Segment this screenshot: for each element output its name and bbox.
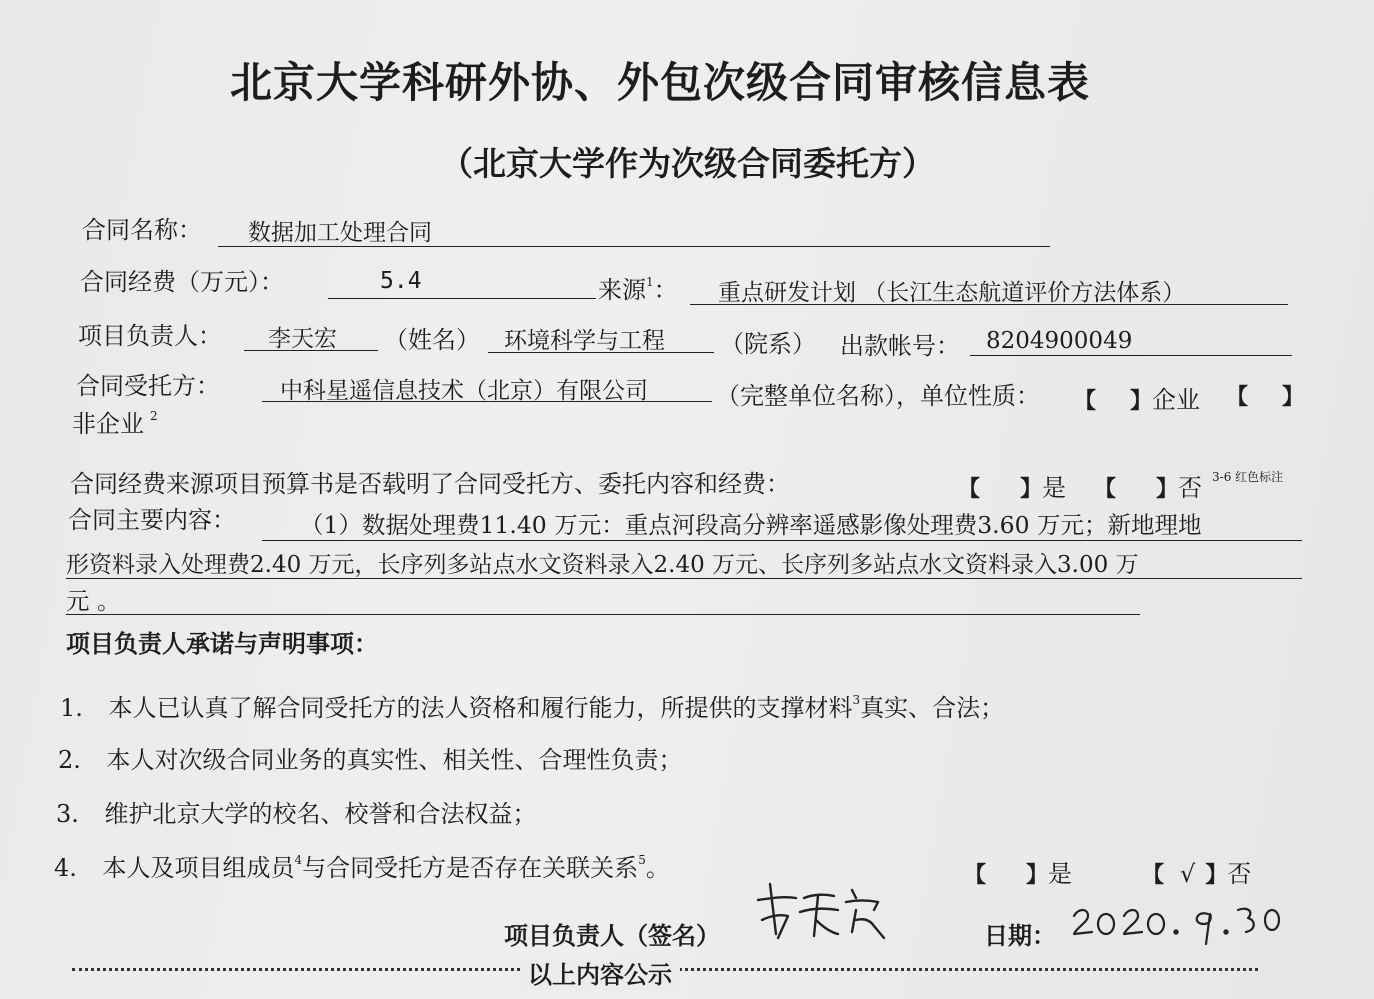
contractee-underline — [262, 401, 712, 402]
item-4-tail: 与合同受托方是否存在关联关系 — [302, 854, 639, 882]
dept-value: 环境科学与工程 — [504, 328, 665, 354]
main-content-underline-3 — [66, 614, 1140, 615]
handwritten-date — [1068, 894, 1284, 950]
q4-no-bracket-open: 【 — [1142, 863, 1165, 888]
budget-no-label: 否 — [1178, 474, 1203, 502]
declaration-item-1 — [60, 688, 1004, 723]
pi-underline — [244, 350, 378, 351]
item-1-footnote: 3 — [852, 693, 861, 707]
declaration-heading: 项目负责人承诺与声明事项： — [66, 630, 378, 658]
source-colon: ： — [653, 276, 678, 304]
item-4-text: 本人及项目组成员 — [102, 854, 295, 882]
item-4-number: 4. — [54, 854, 77, 882]
source-underline — [690, 304, 1288, 305]
item-2-text: 本人对次级合同业务的真实性、相关性、合理性负责； — [106, 746, 683, 774]
account-underline — [970, 355, 1292, 356]
date-label: 日期： — [984, 922, 1056, 950]
source-label-text: 来源 — [598, 276, 646, 304]
q4-yes-label: 是 — [1048, 860, 1073, 888]
enterprise-option — [1074, 380, 1200, 415]
q4-no-checkmark: √ — [1180, 860, 1196, 888]
item-4-footnote-2: 5 — [638, 853, 646, 867]
budget-no-bracket-open: 【 — [1094, 477, 1117, 502]
q4-yes-bracket-open: 【 — [964, 863, 987, 888]
non-enterprise-checkbox — [1226, 380, 1304, 411]
budget-no-option — [1094, 468, 1202, 503]
q4-no-bracket-close: 】 — [1205, 863, 1228, 888]
q4-yes-option — [964, 854, 1072, 889]
item-3-number: 3. — [56, 800, 79, 828]
q4-yes-bracket-close: 】 — [1026, 863, 1049, 888]
account-label: 出款帐号： — [840, 332, 960, 360]
main-content-label: 合同主要内容： — [68, 506, 236, 534]
budget-yes-label: 是 — [1042, 474, 1067, 502]
contract-name-label: 合同名称： — [82, 216, 202, 244]
contract-name-value: 数据加工处理合同 — [248, 220, 432, 246]
non-enterprise-text: 非企业 — [72, 410, 144, 438]
contractee-hint: （完整单位名称），单位性质： — [716, 382, 1040, 410]
pi-label: 项目负责人： — [78, 322, 222, 350]
contract-name-underline — [218, 246, 1050, 247]
budget-no-bracket-close: 】 — [1156, 477, 1179, 502]
main-content-line-3: 元 。 — [66, 587, 121, 615]
non-enterprise-bracket-open: 【 — [1226, 385, 1249, 410]
enterprise-bracket-open: 【 — [1074, 389, 1097, 414]
budget-yes-bracket-open: 【 — [958, 477, 981, 502]
source-value: 重点研发计划 （长江生态航道评价方法体系） — [718, 280, 1186, 306]
main-content-line-2: 形资料录入处理费2.40 万元，长序列多站点水文资料录入2.40 万元、长序列多站点水文资料录入3.00 万 — [66, 552, 1139, 578]
pi-value: 李天宏 — [268, 326, 337, 352]
form-subtitle: （北京大学作为次级合同委托方） — [440, 144, 935, 183]
item-4-end: 。 — [645, 854, 670, 882]
fee-underline — [328, 298, 596, 299]
non-enterprise-bracket-close: 】 — [1282, 385, 1305, 410]
handwritten-signature — [752, 876, 902, 948]
item-1-number: 1. — [60, 694, 83, 722]
source-footnote: 1 — [646, 275, 654, 289]
q4-no-option — [1142, 854, 1251, 889]
dept-hint: （院系） — [720, 330, 816, 358]
q4-no-label: 否 — [1227, 860, 1252, 888]
declaration-item-4 — [54, 848, 670, 883]
budget-footnote: 3-6 红色标注 — [1212, 470, 1284, 484]
main-content-line-1: （1）数据处理费11.40 万元：重点河段高分辨率遥感影像处理费3.60 万元；新地理地 — [300, 511, 1202, 539]
declaration-item-2 — [58, 740, 683, 775]
main-content-underline-2 — [66, 578, 1302, 579]
item-3-text: 维护北京大学的校名、校誉和合法权益； — [104, 800, 537, 828]
public-notice: 以上内容公示 — [520, 955, 680, 990]
item-2-number: 2. — [58, 746, 81, 774]
item-1-text: 本人已认真了解合同受托方的法人资格和履行能力，所提供的支撑材料 — [108, 694, 853, 722]
contractee-label: 合同受托方： — [76, 372, 220, 400]
enterprise-bracket-close: 】 — [1130, 389, 1153, 414]
item-1-tail: 真实、合法； — [860, 694, 1005, 722]
form-title: 北京大学科研外协、外包次级合同审核信息表 — [230, 58, 1091, 107]
item-4-footnote-1: 4 — [294, 853, 303, 867]
non-enterprise-footnote: 2 — [150, 409, 158, 423]
fee-value: 5.4 — [380, 268, 422, 294]
source-label — [598, 270, 678, 305]
declaration-item-3 — [56, 794, 537, 829]
budget-question: 合同经费来源项目预算书是否载明了合同受托方、委托内容和经费： — [70, 470, 790, 498]
budget-yes-option — [958, 468, 1066, 503]
account-value: 8204900049 — [986, 328, 1133, 354]
budget-yes-bracket-close: 】 — [1020, 477, 1043, 502]
signature-label: 项目负责人（签名） — [504, 922, 720, 950]
dept-underline — [488, 352, 714, 353]
fee-label: 合同经费（万元）： — [80, 268, 284, 296]
enterprise-label: 企业 — [1152, 386, 1201, 414]
contractee-value: 中科星遥信息技术（北京）有限公司 — [280, 378, 648, 404]
pi-name-hint: （姓名） — [384, 326, 480, 354]
non-enterprise-label — [72, 404, 158, 439]
main-content-underline-1 — [262, 540, 1302, 541]
